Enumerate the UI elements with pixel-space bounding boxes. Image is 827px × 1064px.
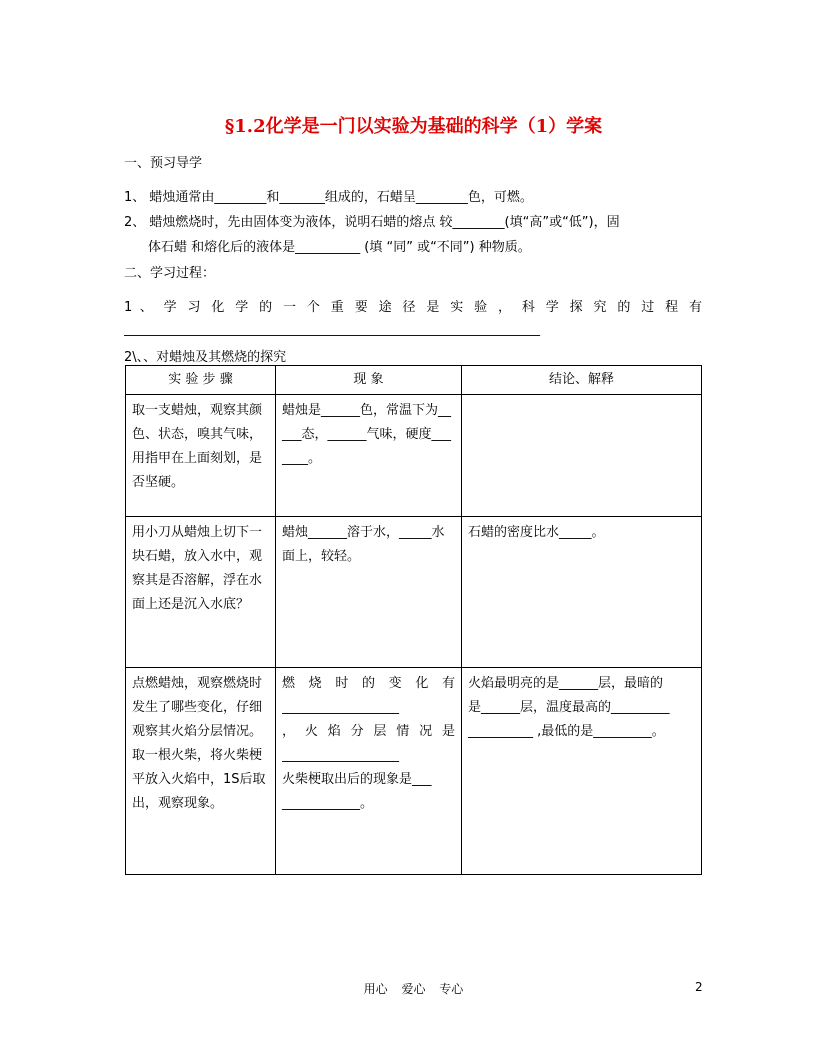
conclusion-cell — [462, 668, 702, 875]
question-2-line2: 体石蜡 和熔化后的液体是__________ (填 “同” 或“不同”) 种物质。 — [148, 240, 531, 255]
footer-motto: 用心 爱心 专心 — [363, 982, 464, 996]
step-cell: 取一支蜡烛，观察其颜色、状态，嗅其气味，用指甲在上面刻划，是否坚硬。 — [126, 395, 276, 517]
header-phenomenon: 现 象 — [276, 366, 462, 395]
conclusion-line: __________ ,最低的是_________。 — [468, 724, 665, 739]
experiment-table — [125, 365, 702, 875]
step-cell: 用小刀从蜡烛上切下一块石蜡，放入水中，观察其是否溶解，浮在水面上还是沉入水底？ — [126, 517, 276, 668]
table-header-row — [126, 366, 702, 395]
phenomenon-blank: __________________ — [282, 700, 399, 715]
phenomenon-line: ， 火 焰 分 层 情 况 是 — [282, 724, 455, 739]
phenomenon-cell: 蜡烛______溶于水，_____水面上，较轻。 — [276, 517, 462, 668]
header-conclusion: 结论、解释 — [462, 366, 702, 395]
section2-heading: 二、学习过程： — [124, 266, 216, 281]
section1-heading: 一、预习导学 — [124, 156, 203, 171]
conclusion-line: 火焰最明亮的是______层，最暗的 — [468, 676, 664, 691]
process-question-blank: ________________________________________________________________ — [124, 322, 540, 337]
conclusion-cell: 石蜡的密度比水_____。 — [462, 517, 702, 668]
header-step: 实 验 步 骤 — [126, 366, 276, 395]
phenomenon-line: ____________。 — [282, 796, 374, 811]
process-question-line1: 1 、 学 习 化 学 的 一 个 重 要 途 径 是 实 验 ， 科 学 探 究 的 过 程 有 — [124, 300, 702, 315]
table-caption: 2\、、对蜡烛及其燃烧的探究 — [124, 350, 287, 365]
page-number: 2 — [695, 980, 703, 994]
page-title: §1.2化学是一门以实验为基础的科学（1）学案 — [224, 116, 603, 137]
table-row — [126, 668, 702, 875]
phenomenon-cell — [276, 668, 462, 875]
phenomenon-line: 火柴梗取出后的现象是___ — [282, 772, 432, 787]
question-1: 1、 蜡烛通常由________和_______组成的，石蜡呈________色，可燃。 — [124, 190, 533, 205]
question-2-line1: 2、 蜡烛燃烧时，先由固体变为液体，说明石蜡的熔点 较________(填“高”或“低”)，固 — [124, 215, 620, 230]
phenomenon-blank: __________________ — [282, 748, 399, 763]
phenomenon-line: 燃 烧 时 的 变 化 有 — [282, 676, 455, 691]
step-cell: 点燃蜡烛，观察燃烧时发生了哪些变化，仔细观察其火焰分层情况。取一根火柴，将火柴梗平放入火焰中，1S后取出，观察现象。 — [126, 668, 276, 875]
table-row — [126, 395, 702, 517]
phenomenon-cell: 蜡烛是______色，常温下为_____态，______气味，硬度_______。 — [276, 395, 462, 517]
table-row — [126, 517, 702, 668]
conclusion-cell — [462, 395, 702, 517]
conclusion-line: 是______层，温度最高的_________ — [468, 700, 670, 715]
